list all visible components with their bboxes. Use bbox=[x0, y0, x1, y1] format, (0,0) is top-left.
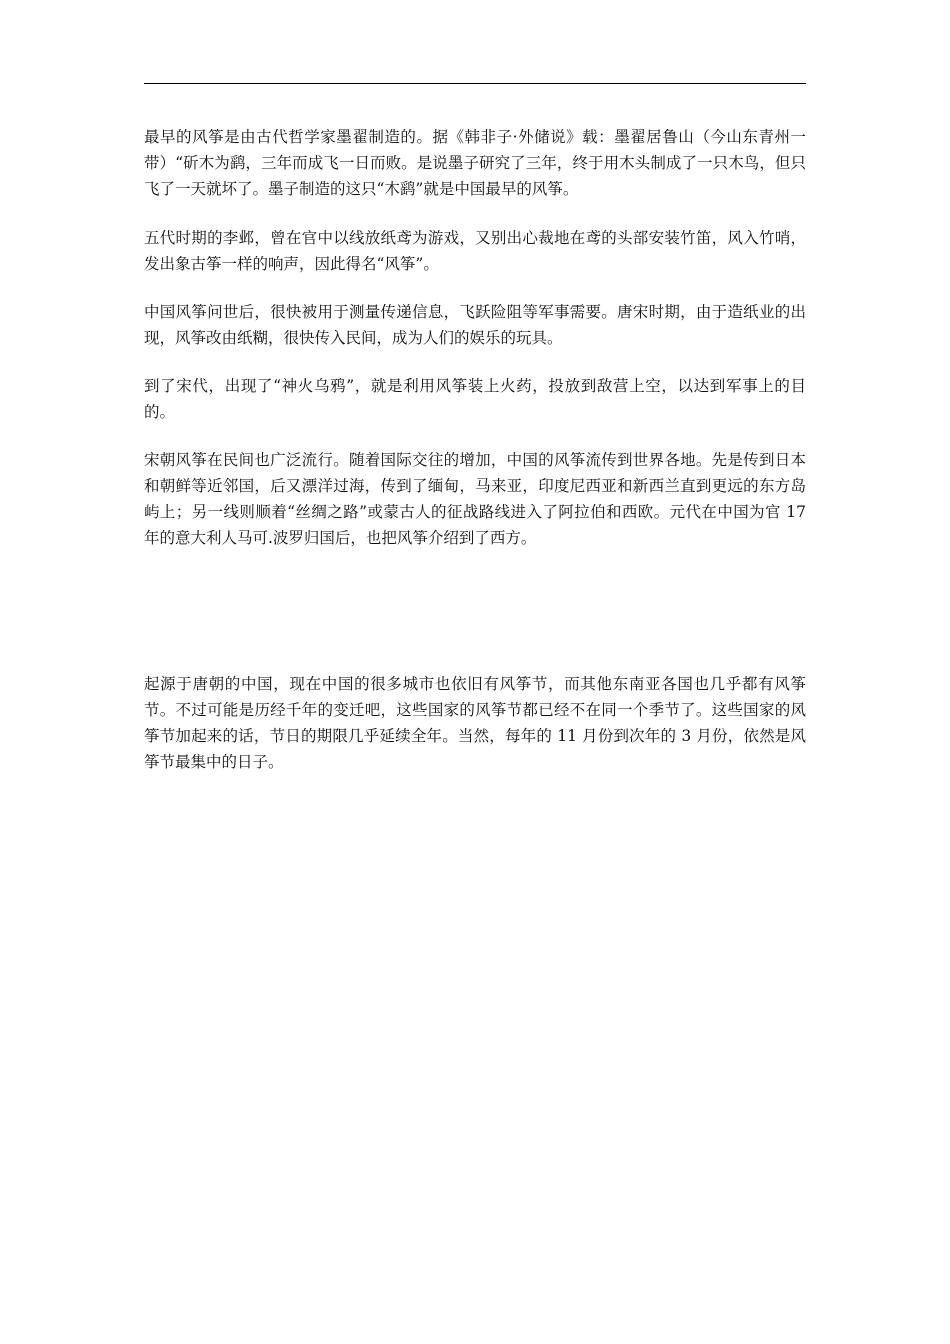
paragraph-five-dynasties: 五代时期的李邺，曾在官中以线放纸鸢为游戏，又别出心裁地在鸢的头部安装竹笛，风入竹哨，发出象古筝一样的响声，因此得名“风筝”。 bbox=[144, 229, 806, 273]
paragraph-military-use: 中国风筝问世后，很快被用于测量传递信息，飞跃险阻等军事需要。唐宋时期，由于造纸业的出现，风筝改由纸糊，很快传入民间，成为人们的娱乐的玩具。 bbox=[144, 303, 806, 347]
paragraph-earliest-kite: 最早的风筝是由古代哲学家墨翟制造的。据《韩非子·外储说》载：墨翟居鲁山（今山东青州一带）“斫木为鹞，三年而成飞一日而败。是说墨子研究了三年，终于用木头制成了一只木鸟，但只飞了一天就坏了。墨子制造的这只“木鹞”就是中国最早的风筝。 bbox=[144, 128, 806, 198]
paragraph-song-dynasty-crow: 到了宋代，出现了“神火乌鸦”，就是利用风筝装上火药，投放到敌营上空，以达到军事上的目的。 bbox=[144, 377, 806, 421]
paragraph-kite-festival: 起源于唐朝的中国，现在中国的很多城市也依旧有风筝节，而其他东南亚各国也几乎都有风筝节。不过可能是历经千年的变迁吧，这些国家的风筝节都已经不在同一个季节了。这些国家的风筝节加起来的话，节日的期限几乎延续全年。当然，每年的 11 月份到次年的 3 月份，依然是风筝节最集中的日子。 bbox=[144, 675, 806, 771]
header-rule bbox=[144, 83, 806, 84]
paragraph-spread-worldwide: 宋朝风筝在民间也广泛流行。随着国际交往的增加，中国的风筝流传到世界各地。先是传到日本和朝鲜等近邻国，后又漂洋过海，传到了缅甸，马来亚，印度尼西亚和新西兰直到更远的东方岛屿上；另一线则顺着“丝绸之路”或蒙古人的征战路线进入了阿拉伯和西欧。元代在中国为官 17 年的意大利人马可.波罗归国后，也把风筝介绍到了西方。 bbox=[144, 451, 806, 547]
